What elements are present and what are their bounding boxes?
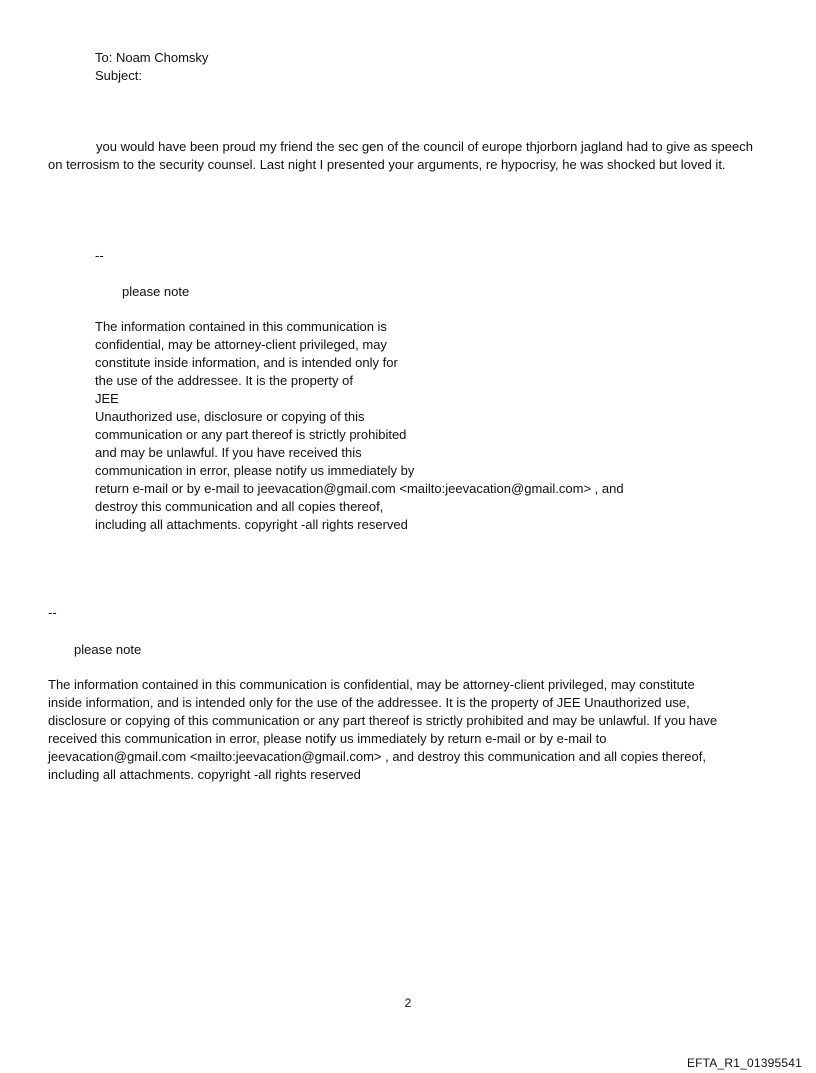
inner-disclaimer-line: communication in error, please notify us immediately by bbox=[95, 463, 415, 478]
inner-note-title: please note bbox=[122, 284, 190, 299]
inner-disclaimer bbox=[95, 318, 695, 534]
outer-disclaimer-line: The information contained in this communication is confidential, may be attorney-client privileged, may constitute bbox=[48, 677, 695, 692]
to-line: To: Noam Chomsky bbox=[95, 50, 209, 65]
outer-note-title: please note bbox=[74, 642, 142, 657]
outer-disclaimer-line: jeevacation@gmail.com <mailto:jeevacation@gmail.com> , and destroy this communication and all copies thereof, bbox=[48, 749, 706, 764]
subject-line: Subject: bbox=[95, 68, 142, 83]
inner-disclaimer-line: JEE bbox=[95, 391, 119, 406]
inner-disclaimer-line: constitute inside information, and is intended only for bbox=[95, 355, 398, 370]
inner-disclaimer-line: and may be unlawful. If you have received this bbox=[95, 445, 362, 460]
inner-separator: -- bbox=[95, 248, 104, 263]
document-id: EFTA_R1_01395541 bbox=[686, 1056, 802, 1070]
outer-disclaimer-line: disclosure or copying of this communication or any part thereof is strictly prohibited and may be unlawful. If you have bbox=[48, 713, 718, 728]
inner-disclaimer-line: including all attachments. copyright -all rights reserved bbox=[95, 517, 408, 532]
inner-disclaimer-line: confidential, may be attorney-client privileged, may bbox=[95, 337, 387, 352]
inner-disclaimer-line: return e-mail or by e-mail to jeevacation@gmail.com <mailto:jeevacation@gmail.com> , and bbox=[95, 481, 624, 496]
outer-disclaimer-line: received this communication in error, please notify us immediately by return e-mail or by e-mail to bbox=[48, 731, 607, 746]
outer-disclaimer-line: including all attachments. copyright -all rights reserved bbox=[48, 767, 361, 782]
inner-disclaimer-line: the use of the addressee. It is the property of bbox=[95, 373, 353, 388]
email-header bbox=[95, 49, 695, 85]
page-number: 2 bbox=[404, 996, 412, 1010]
inner-disclaimer-line: destroy this communication and all copies thereof, bbox=[95, 499, 384, 514]
outer-disclaimer bbox=[48, 676, 778, 784]
inner-disclaimer-line: communication or any part thereof is strictly prohibited bbox=[95, 427, 407, 442]
outer-separator: -- bbox=[48, 605, 57, 620]
inner-disclaimer-line: The information contained in this communication is bbox=[95, 319, 387, 334]
message-body: you would have been proud my friend the sec gen of the council of europe thjorborn jagland had to give as speech on terrosism to the security counsel. Last night I presented your arguments, re hypocrisy, he was shocked but loved it. bbox=[48, 139, 753, 172]
inner-disclaimer-line: Unauthorized use, disclosure or copying of this bbox=[95, 409, 365, 424]
outer-disclaimer-line: inside information, and is intended only for the use of the addressee. It is the property of JEE Unauthorized use, bbox=[48, 695, 690, 710]
